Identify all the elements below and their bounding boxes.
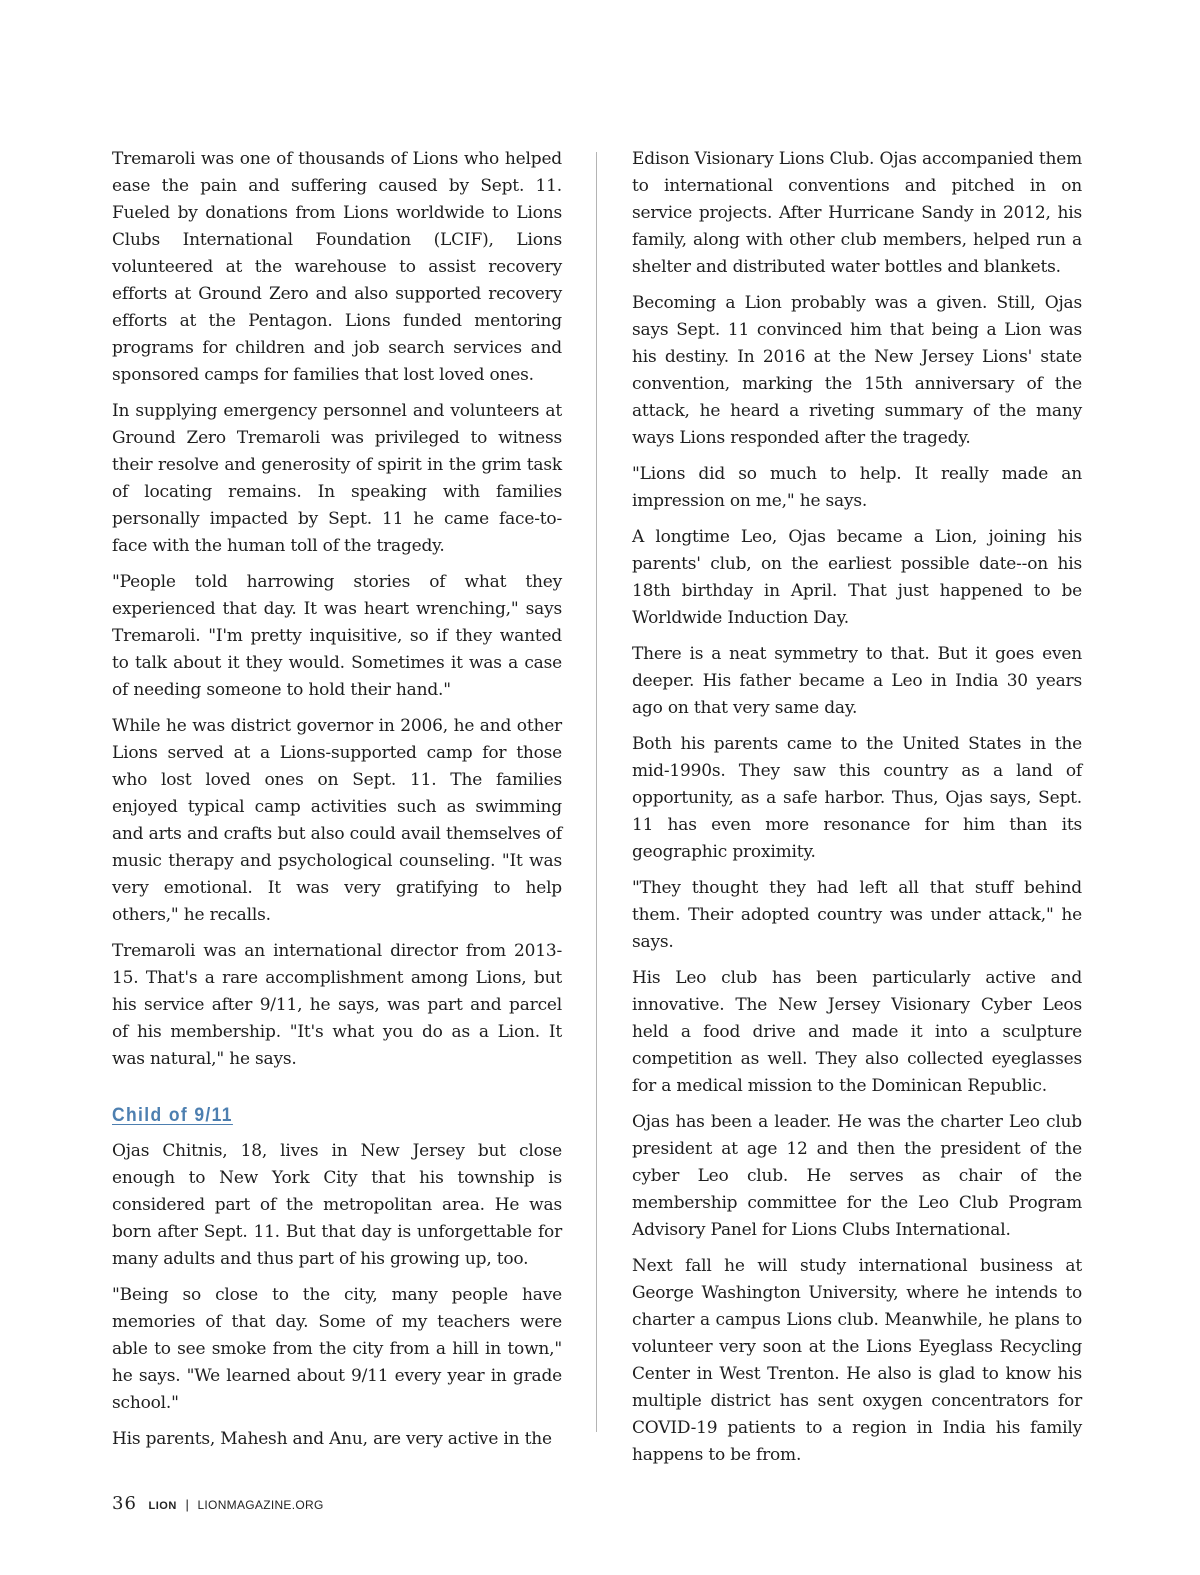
body-paragraph: "They thought they had left all that stuff behind them. Their adopted country was under attack," he says.: [632, 878, 1082, 952]
body-paragraph: Ojas Chitnis, 18, lives in New Jersey but close enough to New York City that his township is considered part of the metropolitan area. He was born after Sept. 11. But that day is unforgettable for many adults and thus part of his growing up, too.: [112, 1141, 562, 1269]
footer-separator: |: [185, 1497, 189, 1512]
body-paragraph: Edison Visionary Lions Club. Ojas accompanied them to international conventions and pitched in on service projects. After Hurricane Sandy in 2012, his family, along with other club members, helped run a shelter and distributed water bottles and blankets.: [632, 149, 1082, 277]
body-paragraph: "Lions did so much to help. It really made an impression on me," he says.: [632, 464, 1082, 511]
body-paragraph: There is a neat symmetry to that. But it goes even deeper. His father became a Leo in India 30 years ago on that very same day.: [632, 644, 1082, 718]
page-number: 36: [112, 1493, 137, 1514]
body-paragraph: "People told harrowing stories of what they experienced that day. It was heart wrenching," says Tremaroli. "I'm pretty inquisitive, so if they wanted to talk about it they would. Sometimes it was a case of needing someone to hold their hand.": [112, 572, 562, 700]
left-column: [112, 146, 562, 1462]
body-paragraph: Tremaroli was an international director from 2013-15. That's a rare accomplishment among Lions, but his service after 9/11, he says, was part and parcel of his membership. "It's what you do as a Lion. It was natural," he says.: [112, 941, 562, 1069]
website-link[interactable]: LIONMAGAZINE.ORG: [197, 1498, 324, 1512]
right-column: [632, 146, 1082, 1478]
body-paragraph: In supplying emergency personnel and volunteers at Ground Zero Tremaroli was privileged to witness their resolve and generosity of spirit in the grim task of locating remains. In speaking with families personally impacted by Sept. 11 he came face-to-face with the human toll of the tragedy.: [112, 401, 562, 556]
page-footer: [112, 1494, 324, 1516]
body-paragraph: "Being so close to the city, many people have memories of that day. Some of my teachers were able to see smoke from the city from a hill in town," he says. "We learned about 9/11 every year in grade school.": [112, 1285, 562, 1413]
body-paragraph: Ojas has been a leader. He was the charter Leo club president at age 12 and then the president of the cyber Leo club. He serves as chair of the membership committee for the Leo Club Program Advisory Panel for Lions Clubs International.: [632, 1112, 1082, 1240]
column-divider: [596, 152, 597, 1432]
body-paragraph: Both his parents came to the United States in the mid-1990s. They saw this country as a land of opportunity, as a safe harbor. Thus, Ojas says, Sept. 11 has even more resonance for him than its geographic proximity.: [632, 734, 1082, 862]
body-paragraph: Becoming a Lion probably was a given. Still, Ojas says Sept. 11 convinced him that being a Lion was his destiny. In 2016 at the New Jersey Lions' state convention, marking the 15th anniversary of the attack, he heard a riveting summary of the many ways Lions responded after the tragedy.: [632, 293, 1082, 448]
body-paragraph: His parents, Mahesh and Anu, are very active in the: [112, 1429, 552, 1449]
body-paragraph: A longtime Leo, Ojas became a Lion, joining his parents' club, on the earliest possible date--on his 18th birthday in April. That just happened to be Worldwide Induction Day.: [632, 527, 1082, 628]
body-paragraph: While he was district governor in 2006, he and other Lions served at a Lions-supported camp for those who lost loved ones on Sept. 11. The families enjoyed typical camp activities such as swimming and arts and crafts but also could avail themselves of music therapy and psychological counseling. "It was very emotional. It was very gratifying to help others," he recalls.: [112, 716, 562, 925]
body-paragraph: Next fall he will study international business at George Washington University, where he intends to charter a campus Lions club. Meanwhile, he plans to volunteer very soon at the Lions Eyeglass Recycling Center in West Trenton. He also is glad to know his multiple district has sent oxygen concentrators for COVID-19 patients to a region in India his family happens to be from.: [632, 1256, 1082, 1465]
section-subheading: Child of 9/11: [112, 1105, 233, 1126]
magazine-brand: LION: [148, 1500, 177, 1512]
body-paragraph: Tremaroli was one of thousands of Lions who helped ease the pain and suffering caused by Sept. 11. Fueled by donations from Lions worldwide to Lions Clubs International Foundation (LCIF), Lions volunteered at the warehouse to assist recovery efforts at Ground Zero and also supported recovery efforts at the Pentagon. Lions funded mentoring programs for children and job search services and sponsored camps for families that lost loved ones.: [112, 149, 562, 385]
body-paragraph: His Leo club has been particularly active and innovative. The New Jersey Visionary Cyber Leos held a food drive and made it into a sculpture competition as well. They also collected eyeglasses for a medical mission to the Dominican Republic.: [632, 968, 1082, 1096]
